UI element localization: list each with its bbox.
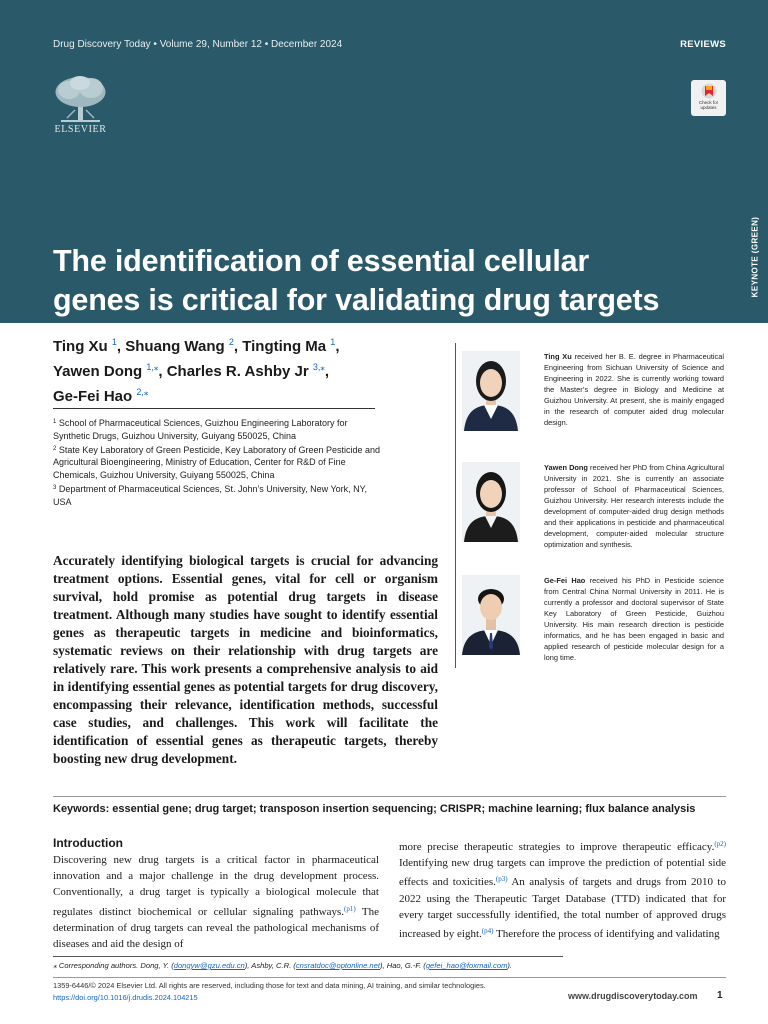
bio-text: Ting Xu received her B. E. degree in Pharmaceutical Engineering from Sichuan University of Science and Engineering in 2022. She is currently working toward the Master’s degree in Biology and Medicine at Guizhou University. At present, she is mainly engaged in the research of computer aided drug molecular design. bbox=[544, 352, 724, 427]
doi-link[interactable]: https://doi.org/10.1016/j.drudis.2024.104215 bbox=[53, 993, 198, 1002]
author[interactable]: Charles R. Ashby Jr $^{3,⁎}$ bbox=[166, 362, 325, 380]
check-for-updates-badge[interactable] bbox=[691, 80, 726, 116]
title-line-2: genes is critical for validating drug targets bbox=[53, 283, 660, 317]
footnote-rule bbox=[53, 956, 563, 957]
divider bbox=[53, 977, 726, 978]
copyright-line: 1359-6446/© 2024 Elsevier Ltd. All rights are reserved, including those for text and data mining, AI training, and similar technologies. bbox=[53, 981, 486, 990]
affiliation: $^2$ State Key Laboratory of Green Pesticide, Key Laboratory of Green Pesticide and Agricultural Bioengineering, Ministry of Education, Center for R&D of Fine Chemicals, Guizhou University, Guiyang 550025, China bbox=[53, 444, 381, 481]
author-photo bbox=[462, 351, 520, 431]
email-link[interactable]: cnsratdoc@optonline.net bbox=[295, 961, 380, 970]
section-heading: Introduction bbox=[53, 836, 123, 850]
affiliations bbox=[53, 416, 383, 509]
affiliation: $^1$ School of Pharmaceutical Sciences, Guizhou Engineering Laboratory for Synthetic Drugs, Guizhou University, Guiyang 550025, China bbox=[53, 418, 348, 441]
crossmark-label: Check for updates bbox=[698, 100, 719, 110]
journal-info: Drug Discovery Today • Volume 29, Number 12 • December 2024 bbox=[53, 39, 343, 50]
author[interactable]: Shuang Wang $^2$ bbox=[125, 337, 234, 355]
publisher-name: ELSEVIER bbox=[54, 124, 107, 135]
divider bbox=[53, 796, 726, 797]
article-title bbox=[53, 242, 733, 320]
portrait-icon bbox=[462, 351, 520, 431]
elsevier-tree-icon bbox=[53, 74, 108, 124]
divider bbox=[53, 408, 375, 409]
portrait-icon bbox=[462, 462, 520, 542]
email-link[interactable]: dongyw@gzu.edu.cn bbox=[173, 961, 245, 970]
author[interactable]: Ting Xu $^1$ bbox=[53, 337, 117, 355]
email-link[interactable]: gefei_hao@foxmail.com bbox=[425, 961, 508, 970]
reference-link[interactable]: (p2) bbox=[714, 840, 726, 848]
portrait-icon bbox=[462, 575, 520, 655]
author-list: Ting Xu $^1$, Shuang Wang $^2$, Tingting Ma $^1$, Yawen Dong $^{1,⁎}$, Charles R. Ashby Jr $^{3,⁎}$, Ge-Fei Hao $^{2,⁎}$ bbox=[53, 337, 340, 405]
reference-link[interactable]: (p4) bbox=[481, 927, 494, 936]
bio-divider bbox=[455, 343, 456, 668]
corresponding-footnote: ⁎ Corresponding authors. Dong, Y. (dongyw@gzu.edu.cn), Ashby, C.R. (cnsratdoc@optonline.net), Hao, G.-F. (gefei_hao@foxmail.com). bbox=[53, 961, 513, 970]
keywords: Keywords: essential gene; drug target; transposon insertion sequencing; CRISPR; machine learning; flux balance analysis bbox=[53, 803, 696, 815]
reference-link[interactable]: (p1) bbox=[344, 904, 356, 913]
page-number: 1 bbox=[717, 990, 723, 1001]
affiliation: $^3$ Department of Pharmaceutical Sciences, St. John’s University, New York, NY, USA bbox=[53, 483, 367, 507]
section-label: REVIEWS bbox=[680, 39, 726, 50]
reference-link[interactable]: (p3) bbox=[495, 875, 508, 884]
header-banner bbox=[0, 0, 768, 323]
bio-text: Yawen Dong received her PhD from China Agricultural University in 2021. She is currently an associate professor of School of Pharmaceutical Sciences, Guizhou University. Her research interests include the development of computer-aided drug design methods and their applications in pesticide and pharmaceutical development, computer-aided molecular structure optimization and synthesis. bbox=[544, 463, 724, 549]
side-tab bbox=[742, 190, 768, 323]
side-tab-label: KEYNOTE (GREEN) bbox=[750, 216, 760, 297]
title-line-1: The identification of essential cellular bbox=[53, 244, 590, 278]
journal-website[interactable]: www.drugdiscoverytoday.com bbox=[568, 991, 698, 1001]
author[interactable]: Ge-Fei Hao $^{2,⁎}$ bbox=[53, 387, 149, 405]
author[interactable]: Tingting Ma $^1$ bbox=[242, 337, 336, 355]
author-photo bbox=[462, 462, 520, 542]
author-photo bbox=[462, 575, 520, 655]
body-column-left: Discovering new drug targets is a critical factor in pharmaceutical innovation and a major challenge in the drug development process. Conventionally, a drug target is typically a biological molecule that regulates distinct biochemical or cellular signaling pathways.$^{(p1)}$ The determination of drug targets can reveal the pathological mechanisms of diseases and aid the design of bbox=[53, 854, 379, 951]
author[interactable]: Yawen Dong $^{1,⁎}$ bbox=[53, 362, 159, 380]
body-column-right: more precise therapeutic strategies to improve therapeutic efficacy.$^{(p2)}$ Identifying new drug targets can improve the prediction of potential side effects and toxicities.$^{(p3)}$ An analysis of targets and drugs from 2010 to 2022 using the Therapeutic Target Database (TTD) indicated that for every target successfully identified, the total number of approved drugs increased by eight.$^{(p4)}$ Therefore the process of identifying and validating bbox=[399, 840, 726, 941]
abstract: Accurately identifying biological targets is crucial for advancing treatment options. Essential genes, vital for cell or organism survival, hold promise as potential drug targets in disease treatment. Although many studies have sought to identify essential genes as therapeutic targets in medicine and bioinformatics, systematic reviews on their relationship with drug targets are relatively rare. This work presents a comprehensive analysis to aid in identifying essential genes as potential targets for drug discovery, encompassing their relevance, identification methods, successful case studies, and challenges. This work will facilitate the identification of essential genes as therapeutic targets, thereby boosting new drug development. bbox=[53, 553, 438, 766]
crossmark-icon bbox=[701, 83, 717, 99]
bio-text: Ge-Fei Hao received his PhD in Pesticide science from Central China Normal University in 2011. He is currently a professor and doctoral supervisor of State Key Laboratory of Green Pesticide, Guizhou University. His main research direction is pesticide informatics, and he has been engaged in basic and applied research of pesticide molecular design for a long time. bbox=[544, 576, 725, 662]
